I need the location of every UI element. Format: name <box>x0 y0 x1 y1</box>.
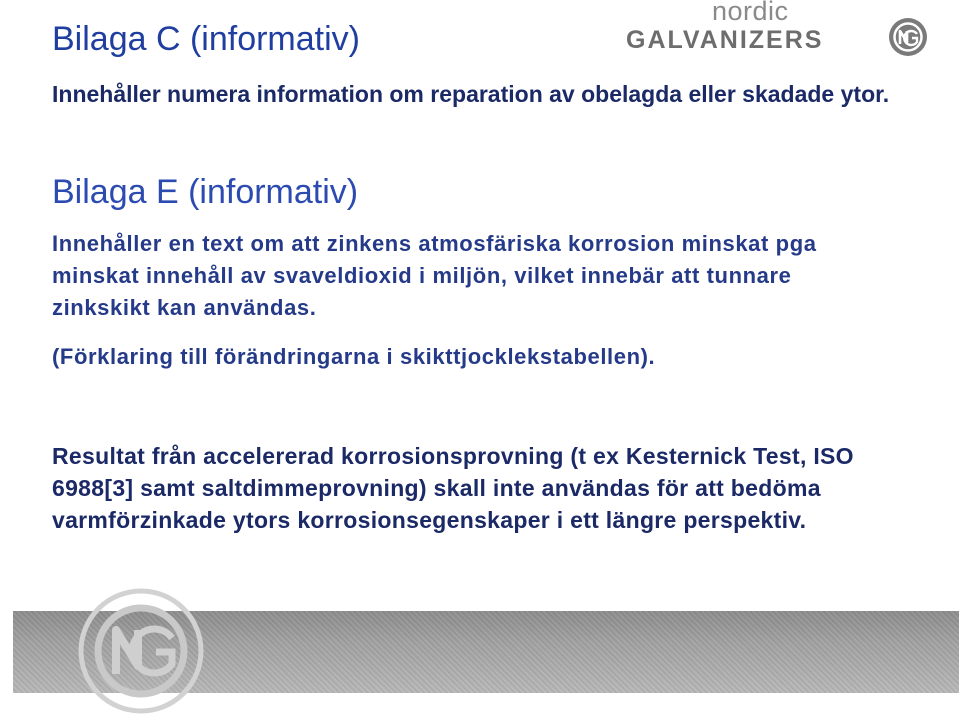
ng-badge-watermark-icon <box>78 588 204 714</box>
heading-bilaga-c: Bilaga C (informativ) <box>52 20 360 58</box>
bilaga-c-text: Innehåller numera information om reparation av obelagda eller skadade ytor. <box>52 81 890 107</box>
heading-bilaga-e: Bilaga E (informativ) <box>52 173 359 211</box>
bilaga-e-text: Innehåller en text om att zinkens atmosfäriska korrosion minskat pga minskat innehåll av svaveldioxid i miljön, vilket innebär att tunnare zinkskikt kan användas. <box>52 231 817 320</box>
nordic-galvanizers-logo <box>622 0 942 62</box>
results-text: Resultat från accelererad korrosionsprovning (t ex Kesternick Test, ISO 6988[3] samt saltdimmeprovning) skall inte användas för att bedöma varmförzinkade ytors korrosionsegenskaper i ett längre perspektiv. <box>52 443 854 533</box>
logo-nordic-text: nordic <box>712 0 789 26</box>
logo-galvanizers-text: GALVANIZERS <box>626 26 824 54</box>
ng-badge-icon <box>887 16 929 58</box>
bilaga-e-note: (Förklaring till förändringarna i skikttjocklekstabellen). <box>52 344 656 369</box>
